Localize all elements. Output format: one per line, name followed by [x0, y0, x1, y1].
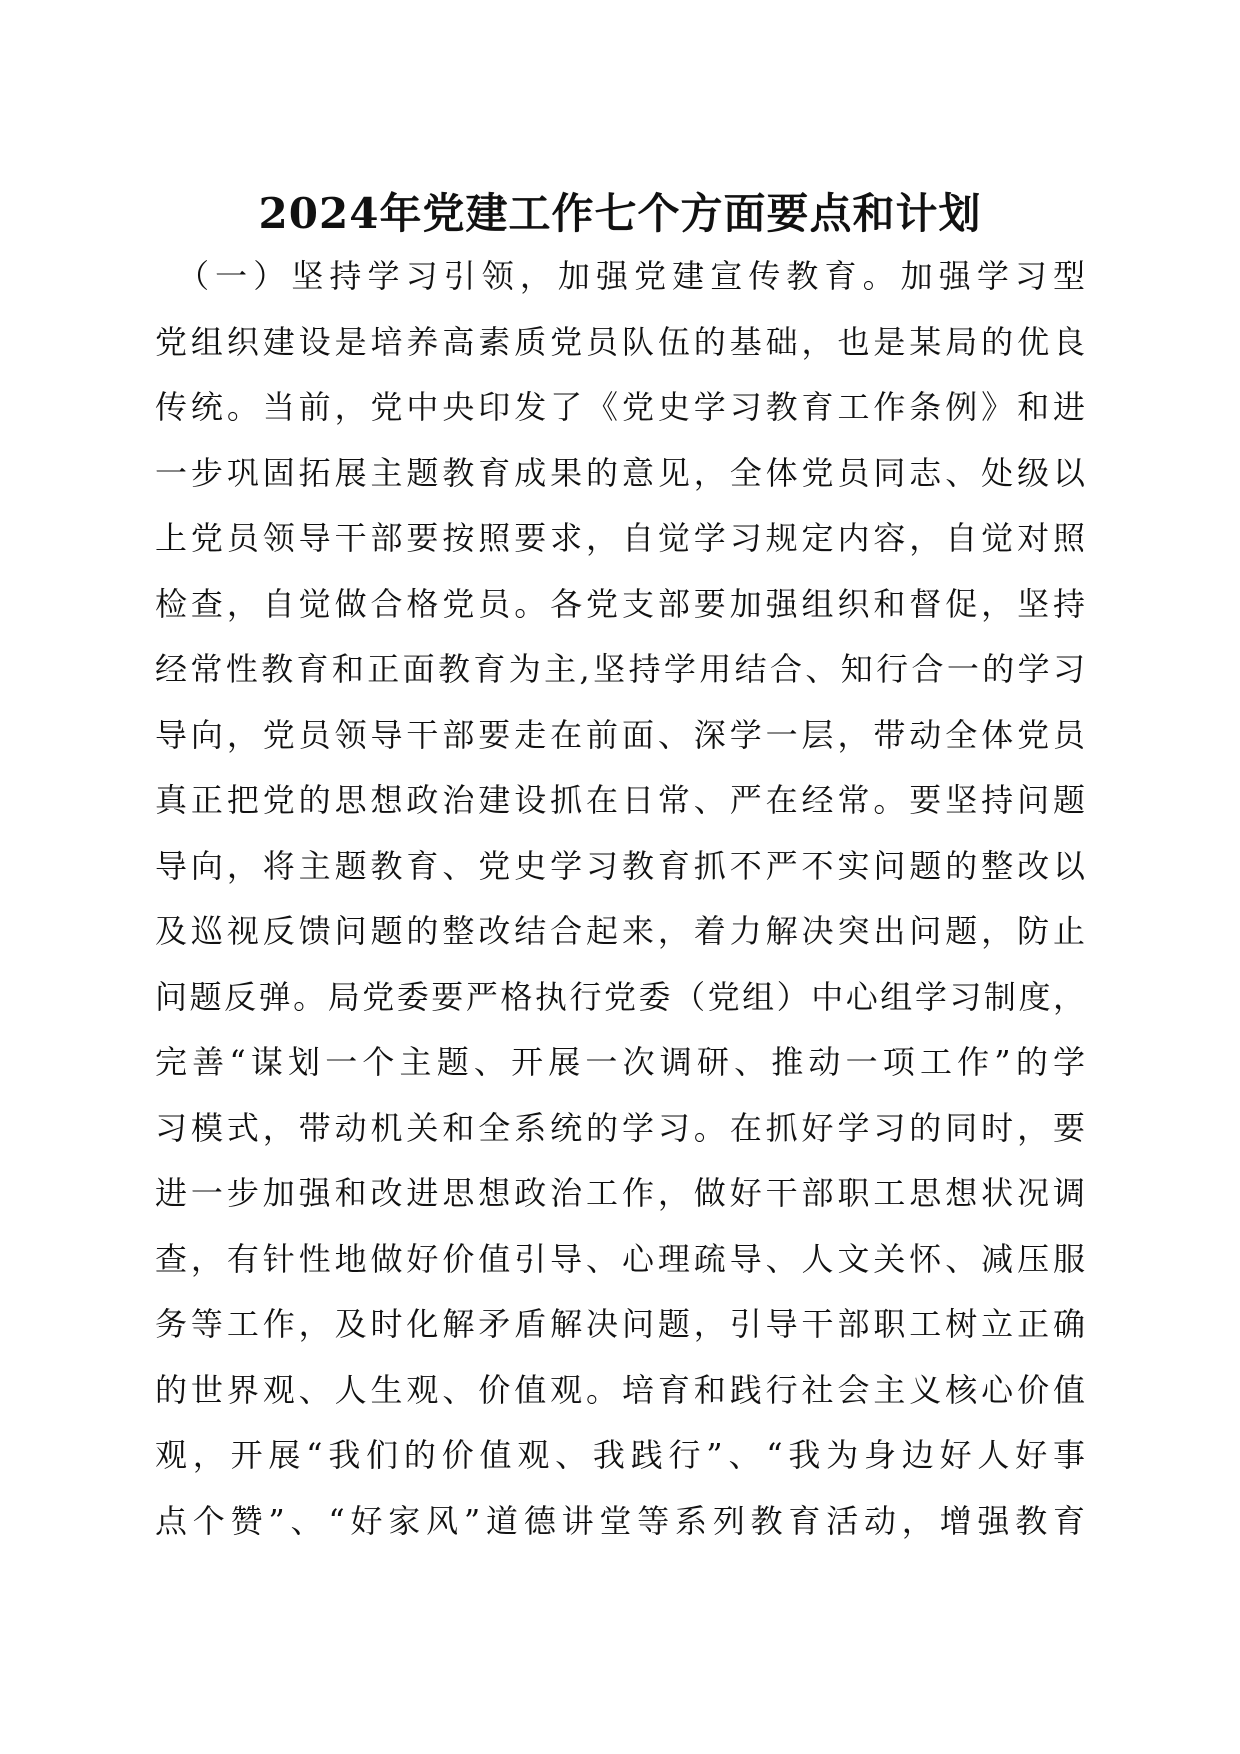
document-title: 2024年党建工作七个方面要点和计划 [258, 189, 982, 238]
body-line-8: 导向，党员领导干部要走在前面、深学一层，带动全体党员 [155, 715, 1085, 754]
body-line-15: 进一步加强和改进思想政治工作，做好干部职工思想状况调 [155, 1174, 1085, 1212]
body-line-4: 一步巩固拓展主题教育成果的意见，全体党员同志、处级以 [155, 453, 1085, 492]
body-line-13: 完善“谋划一个主题、开展一次调研、推动一项工作”的学 [155, 1043, 1085, 1081]
body-line-17: 务等工作，及时化解矛盾解决问题，引导干部职工树立正确 [155, 1305, 1085, 1343]
body-line-2: 党组织建设是培养高素质党员队伍的基础，也是某局的优良 [155, 322, 1085, 361]
body-line-19: 观，开展“我们的价值观、我践行”、“我为身边好人好事 [155, 1436, 1085, 1474]
body-line-6: 检查，自觉做合格党员。各党支部要加强组织和督促，坚持 [155, 584, 1085, 623]
body-line-10: 导向，将主题教育、党史学习教育抓不严不实问题的整改以 [155, 846, 1085, 885]
body-line-5: 上党员领导干部要按照要求，自觉学习规定内容，自觉对照 [155, 519, 1085, 557]
body-line-9: 真正把党的思想政治建设抓在日常、严在经常。要坚持问题 [155, 781, 1085, 819]
body-line-20: 点个赞”、“好家风”道德讲堂等系列教育活动，增强教育 [155, 1501, 1085, 1540]
body-line-11: 及巡视反馈问题的整改结合起来，着力解决突出问题，防止 [155, 912, 1085, 950]
body-line-7: 经常性教育和正面教育为主,坚持学用结合、知行合一的学习 [155, 650, 1085, 688]
body-line-18: 的世界观、人生观、价值观。培育和践行社会主义核心价值 [155, 1370, 1085, 1409]
body-line-1: （一）坚持学习引领，加强党建宣传教育。加强学习型 [155, 257, 1085, 295]
document-body [155, 244, 1085, 1554]
body-line-16: 查，有针性地做好价值引导、心理疏导、人文关怀、减压服 [155, 1239, 1085, 1278]
body-line-14: 习模式，带动机关和全系统的学习。在抓好学习的同时，要 [155, 1108, 1085, 1147]
body-line-12: 问题反弹。局党委要严格执行党委（党组）中心组学习制度， [155, 977, 1085, 1016]
body-line-3: 传统。当前，党中央印发了《党史学习教育工作条例》和进 [155, 388, 1085, 426]
